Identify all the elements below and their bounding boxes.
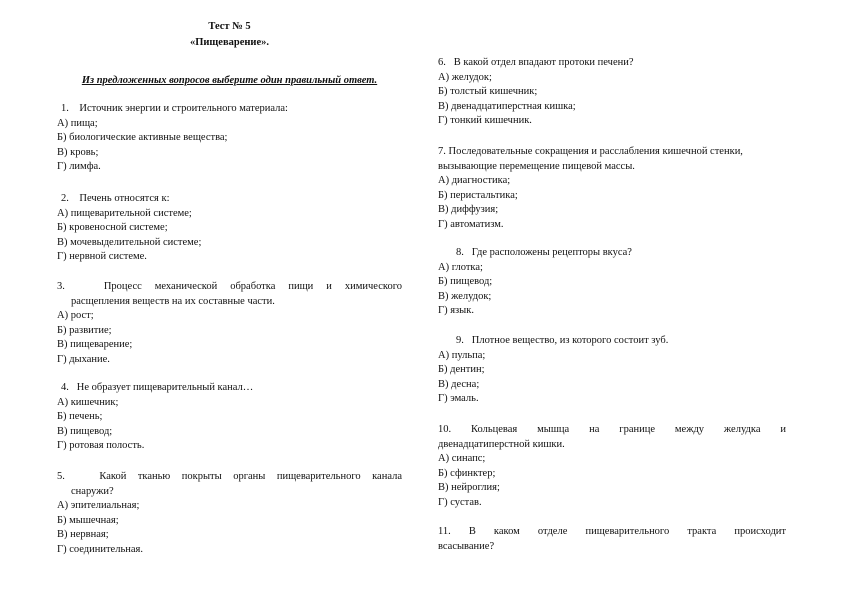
answer-option: Г) дыхание. — [57, 353, 110, 365]
question-text-line-2: расщепления веществ на их составные части. — [71, 295, 275, 307]
answer-option: А) глотка; — [438, 261, 483, 273]
answer-option: А) диагностика; — [438, 175, 511, 187]
answer-option: В) пищевод; — [57, 425, 113, 437]
answer-option: Г) автоматизм. — [438, 218, 504, 230]
question-text — [57, 280, 402, 309]
question-4 — [57, 381, 402, 454]
question-text-line-1: 3. Процесс механической обработка пищи и химического — [57, 281, 402, 292]
question-text-line-2: вызывающие перемещение пищевой массы. — [438, 160, 635, 172]
answer-option: Г) лимфа. — [57, 161, 101, 173]
question-text-line-1: 10. Кольцевая мышца на границе между желудка и — [438, 424, 786, 435]
question-6 — [438, 56, 786, 129]
answer-option: Б) пищевод; — [438, 276, 493, 288]
answer-option: Г) сустав. — [438, 496, 482, 508]
answer-option: Б) перистальтика; — [438, 189, 518, 201]
instruction: Из предложенных вопросов выберите один правильный ответ. — [81, 75, 378, 86]
answer-option: Б) печень; — [57, 411, 103, 423]
question-text-line-2: двенадцатиперстной кишки. — [438, 438, 565, 450]
answer-option: В) нервная; — [57, 529, 109, 541]
answer-option: Б) дентин; — [438, 364, 485, 376]
answer-option: В) кровь; — [57, 146, 99, 158]
question-text: 2. Печень относятся к: — [61, 193, 170, 204]
question-3 — [57, 280, 402, 368]
test-title: Тест № 5 — [208, 21, 251, 32]
question-text — [57, 470, 402, 499]
answer-option: В) пищеварение; — [57, 339, 133, 351]
answer-option: Г) тонкий кишечник. — [438, 115, 532, 127]
answer-option: А) пища; — [57, 117, 98, 129]
question-9 — [438, 334, 786, 407]
answer-option: Г) эмаль. — [438, 393, 479, 405]
question-text: 4. Не образует пищеварительный канал… — [61, 382, 254, 393]
question-8 — [438, 246, 786, 319]
question-text-line-2: снаружи? — [71, 485, 114, 497]
question-text-line-1: 5. Какой тканью покрыты органы пищеварительного канала — [57, 471, 402, 482]
answer-option: А) кишечник; — [57, 396, 119, 408]
answer-option: В) двенадцатиперстная кишка; — [438, 100, 576, 112]
question-text: 8. Где расположены рецепторы вкуса? — [456, 247, 632, 258]
answer-option: А) эпителиальная; — [57, 500, 140, 512]
answer-option: А) синапс; — [438, 453, 486, 465]
question-5 — [57, 470, 402, 558]
answer-option: В) мочевыделительной системе; — [57, 236, 202, 248]
question-2 — [57, 192, 402, 265]
answer-option: В) нейроглия; — [438, 482, 500, 494]
answer-option: Б) сфинктер; — [438, 467, 496, 479]
question-10 — [438, 423, 786, 511]
answer-option: Б) мышечная; — [57, 514, 119, 526]
answer-option: А) желудок; — [438, 71, 492, 83]
question-11 — [438, 525, 786, 554]
answer-option: Г) нервной системе. — [57, 251, 147, 263]
question-text: 6. В какой отдел впадают протоки печени? — [438, 57, 634, 68]
answer-option: Г) ротовая полость. — [57, 440, 145, 452]
question-1 — [57, 102, 402, 175]
question-text — [438, 525, 786, 554]
question-text-line-2: всасывание? — [438, 540, 495, 552]
question-text — [438, 423, 786, 452]
answer-option: Б) толстый кишечник; — [438, 86, 538, 98]
question-text-line-1: 7. Последовательные сокращения и расслабления кишечной стенки, — [438, 146, 743, 157]
answer-option: Б) биологические активные вещества; — [57, 132, 228, 144]
question-text-line-1: 11. В каком отделе пищеварительного тракта происходит — [438, 526, 786, 537]
answer-option: В) десна; — [438, 378, 480, 390]
answer-option: А) пищеварительной системе; — [57, 207, 192, 219]
answer-option: Б) развитие; — [57, 324, 112, 336]
answer-option: Г) язык. — [438, 305, 474, 317]
answer-option: А) пульпа; — [438, 349, 486, 361]
question-text — [438, 145, 786, 174]
question-text: 1. Источник энергии и строительного материала: — [61, 103, 288, 114]
question-7 — [438, 145, 786, 233]
answer-option: А) рост; — [57, 310, 94, 322]
answer-option: Б) кровеносной системе; — [57, 222, 168, 234]
answer-option: В) желудок; — [438, 290, 492, 302]
answer-option: В) диффузия; — [438, 204, 499, 216]
question-text: 9. Плотное вещество, из которого состоит зуб. — [456, 335, 669, 346]
test-topic: «Пищеварение». — [189, 37, 270, 48]
answer-option: Г) соединительная. — [57, 543, 143, 555]
